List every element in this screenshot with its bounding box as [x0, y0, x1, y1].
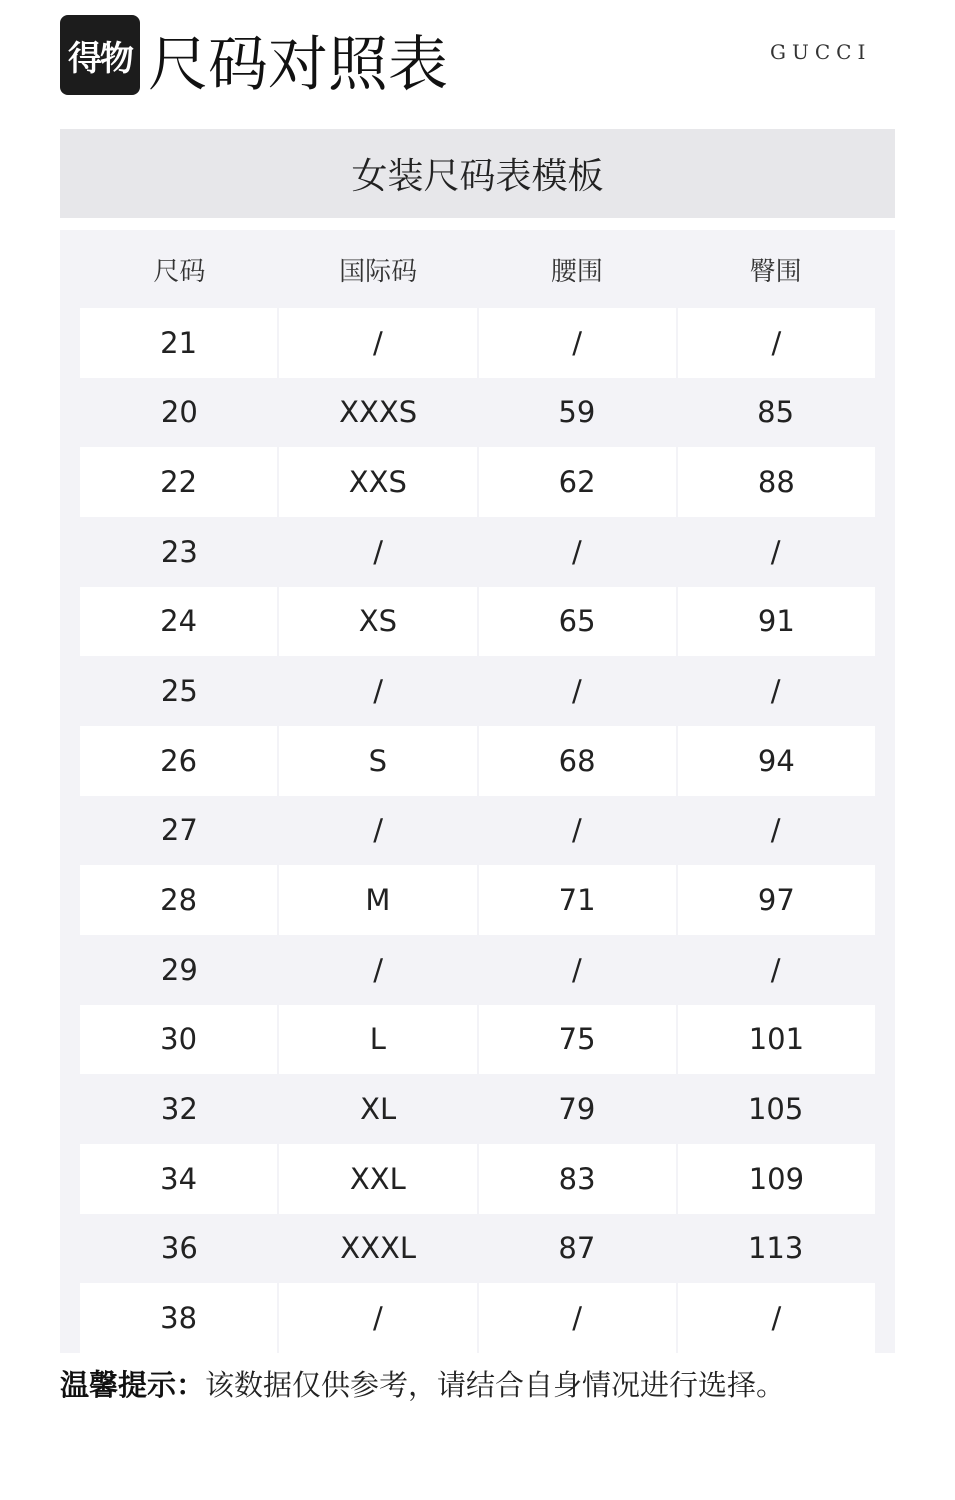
cell-hip: 101	[676, 1005, 875, 1075]
cell-hip: 91	[676, 587, 875, 657]
page-title: 尺码对照表	[148, 30, 448, 100]
cell-size: 32	[80, 1074, 279, 1144]
cell-size: 29	[80, 935, 279, 1005]
cell-intl-size: /	[277, 308, 476, 378]
cell-size: 28	[80, 865, 277, 935]
table-row	[80, 1214, 875, 1284]
column-header-intl-size: 国际码	[339, 256, 418, 287]
tip-text: 该数据仅供参考，请结合自身情况进行选择。	[205, 1368, 786, 1402]
cell-intl-size: /	[279, 935, 478, 1005]
cell-waist: 83	[477, 1144, 676, 1214]
cell-waist: 59	[478, 378, 677, 448]
cell-size: 21	[80, 308, 277, 378]
table-row	[80, 1005, 875, 1075]
cell-size: 25	[80, 656, 279, 726]
table-header	[80, 230, 875, 308]
table-row	[80, 796, 875, 866]
cell-intl-size: XXXL	[279, 1214, 478, 1284]
cell-size: 20	[80, 378, 279, 448]
cell-size: 34	[80, 1144, 277, 1214]
cell-intl-size: /	[279, 796, 478, 866]
cell-intl-size: XS	[277, 587, 476, 657]
table-row	[80, 1074, 875, 1144]
table-row	[80, 656, 875, 726]
cell-hip: /	[676, 935, 875, 1005]
cell-intl-size: XXS	[277, 447, 476, 517]
cell-hip: 113	[676, 1214, 875, 1284]
cell-size: 27	[80, 796, 279, 866]
cell-hip: 88	[676, 447, 875, 517]
table-row	[80, 517, 875, 587]
table-row	[80, 1283, 875, 1353]
cell-size: 23	[80, 517, 279, 587]
cell-size: 24	[80, 587, 277, 657]
cell-waist: 75	[477, 1005, 676, 1075]
tip-note	[60, 1362, 785, 1408]
cell-size: 26	[80, 726, 277, 796]
cell-waist: /	[478, 935, 677, 1005]
table-row	[80, 1144, 875, 1214]
cell-intl-size: /	[279, 656, 478, 726]
cell-waist: 62	[477, 447, 676, 517]
column-header-waist: 腰围	[550, 256, 603, 287]
cell-size: 22	[80, 447, 277, 517]
cell-waist: /	[478, 517, 677, 587]
cell-hip: /	[676, 308, 875, 378]
table-row	[80, 378, 875, 448]
cell-intl-size: XXXS	[279, 378, 478, 448]
table-row	[80, 726, 875, 796]
column-header-hip: 臀围	[749, 256, 802, 287]
cell-intl-size: L	[277, 1005, 476, 1075]
table-row	[80, 935, 875, 1005]
header	[0, 0, 955, 120]
cell-intl-size: M	[277, 865, 476, 935]
cell-size: 30	[80, 1005, 277, 1075]
tip-label: 温馨提示：	[60, 1368, 206, 1402]
table-row	[80, 447, 875, 517]
app-logo-text: 得物	[68, 38, 132, 79]
cell-hip: 105	[676, 1074, 875, 1144]
brand-logo: GUCCI	[770, 40, 872, 64]
cell-waist: 79	[478, 1074, 677, 1144]
cell-waist: 65	[477, 587, 676, 657]
cell-hip: 94	[676, 726, 875, 796]
cell-waist: /	[478, 656, 677, 726]
cell-waist: /	[477, 308, 676, 378]
cell-hip: /	[676, 1283, 875, 1353]
cell-waist: 71	[477, 865, 676, 935]
cell-hip: 85	[676, 378, 875, 448]
cell-waist: /	[478, 796, 677, 866]
table-row	[80, 308, 875, 378]
cell-waist: 68	[477, 726, 676, 796]
table-row	[80, 865, 875, 935]
cell-hip: 109	[676, 1144, 875, 1214]
cell-waist: 87	[478, 1214, 677, 1284]
cell-hip: /	[676, 796, 875, 866]
cell-intl-size: /	[277, 1283, 476, 1353]
size-table	[60, 230, 895, 1353]
table-body	[80, 308, 875, 1353]
table-title: 女装尺码表模板	[60, 129, 895, 218]
cell-hip: /	[676, 656, 875, 726]
cell-hip: /	[676, 517, 875, 587]
cell-intl-size: XL	[279, 1074, 478, 1144]
cell-hip: 97	[676, 865, 875, 935]
cell-size: 36	[80, 1214, 279, 1284]
cell-intl-size: /	[279, 517, 478, 587]
table-row	[80, 587, 875, 657]
cell-intl-size: S	[277, 726, 476, 796]
column-header-size: 尺码	[153, 256, 206, 287]
cell-size: 38	[80, 1283, 277, 1353]
app-logo	[60, 15, 140, 95]
cell-waist: /	[477, 1283, 676, 1353]
cell-intl-size: XXL	[277, 1144, 476, 1214]
